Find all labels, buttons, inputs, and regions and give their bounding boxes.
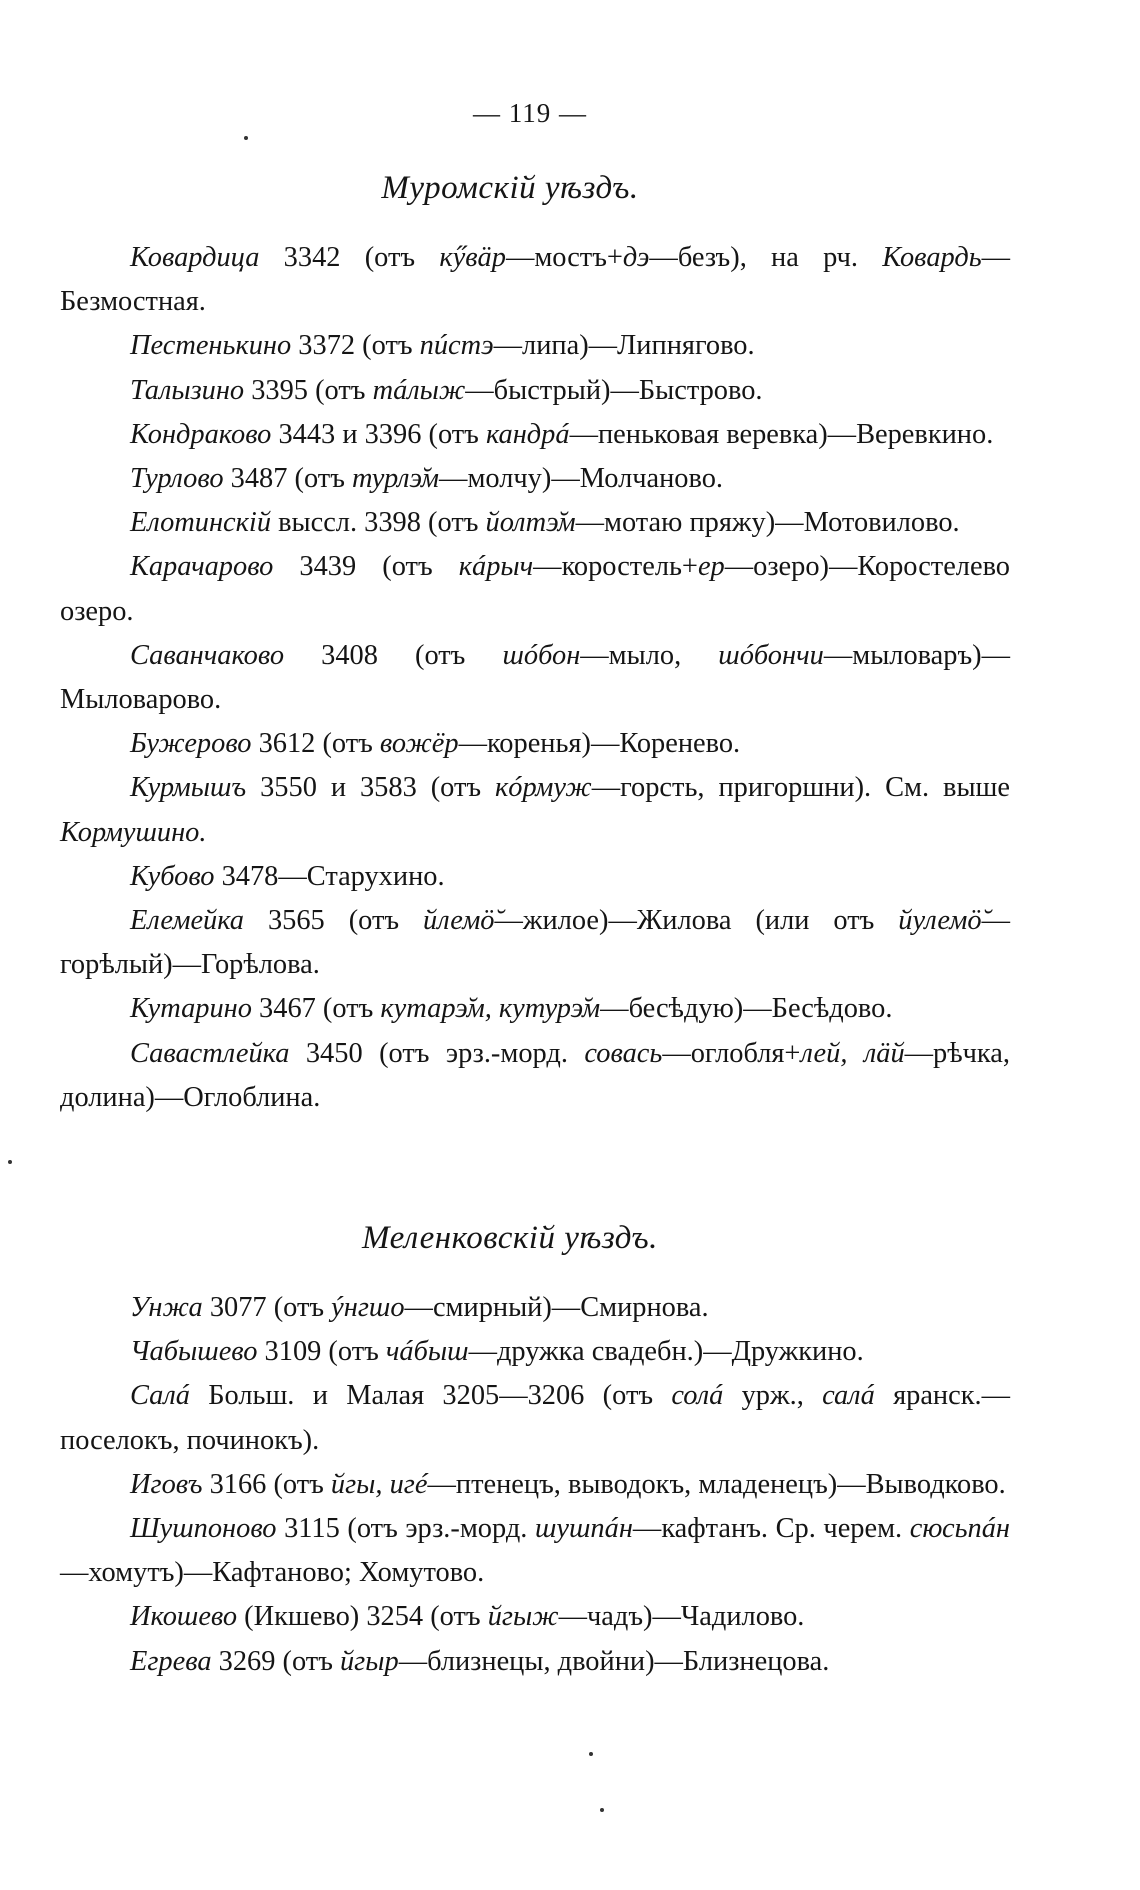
- entry: [60, 324, 1010, 368]
- entry-text: —кафтанъ. Ср. черем.: [632, 1513, 910, 1545]
- entry-italic-term: Бужерово: [130, 728, 252, 760]
- entry-italic-term: чáбыш: [385, 1336, 469, 1368]
- entry-text: —дружка свадебн.)—Дружкино.: [468, 1336, 864, 1368]
- entry-italic-term: Чабышево: [130, 1336, 258, 1368]
- entry-italic-term: шóбончи: [718, 639, 824, 671]
- entry-italic-term: сюсьпáн: [909, 1513, 1011, 1545]
- entry-italic-term: шушпáн: [534, 1513, 633, 1545]
- entry-italic-term: Кубово: [130, 860, 215, 892]
- entry-italic-term: Иговъ: [130, 1468, 203, 1500]
- entry-italic-term: йлемӧ̆: [423, 905, 495, 937]
- entry: [60, 899, 1010, 987]
- entry-italic-term: вожёр: [379, 728, 459, 760]
- entry-italic-term: кӳвäр: [439, 242, 506, 273]
- entry: [60, 1507, 1010, 1595]
- entry-italic-term: совась: [584, 1037, 663, 1069]
- entry-text: —мостъ+: [505, 242, 623, 273]
- entry: [60, 1286, 1010, 1330]
- entry-text: —мотаю пряжу)—Мотовилово.: [575, 507, 960, 539]
- entry: [60, 1032, 1010, 1120]
- entry-italic-term: Ковардь: [882, 242, 982, 273]
- entry-italic-term: турлэ̆м: [351, 463, 440, 495]
- entry: [60, 722, 1010, 766]
- entry: [60, 1640, 1010, 1684]
- entry-text: —хомутъ)—Кафтаново; Хомутово.: [60, 1557, 485, 1589]
- entry-text: 3443 и 3396 (отъ: [271, 418, 486, 450]
- entry-italic-term: Кондраково: [130, 418, 272, 450]
- entry-text: 3269 (отъ: [211, 1645, 340, 1677]
- entry-italic-term: Курмышъ: [130, 772, 247, 804]
- entry-italic-term: кáрыч: [458, 551, 534, 583]
- entry: [60, 457, 1010, 501]
- entry-italic-term: кóрмуж: [495, 772, 592, 804]
- entry-italic-term: Шушпоново: [130, 1513, 277, 1545]
- entry: [60, 987, 1010, 1031]
- entry-text: —коренья)—Коренево.: [458, 728, 741, 760]
- entry-text: 3487 (отъ: [223, 463, 352, 495]
- entry-italic-term: Кутарино: [130, 993, 252, 1025]
- entry-text: —птенецъ, выводокъ, младенецъ)—Выводково.: [427, 1468, 1006, 1500]
- entry-italic-term: йолтэ̆м: [485, 507, 576, 539]
- entry-italic-term: йгыр: [339, 1645, 399, 1677]
- entry-italic-term: Саванчаково: [130, 639, 285, 671]
- entry-text: —коростель+: [533, 551, 698, 583]
- entry-italic-term: Икошево: [130, 1601, 238, 1633]
- entry-text: 3550 и 3583 (отъ: [246, 772, 496, 804]
- entry: [60, 634, 1010, 722]
- print-speck: [8, 1160, 12, 1164]
- entry-text: 3612 (отъ: [251, 728, 380, 760]
- entry-text: —оглобля+: [662, 1037, 801, 1069]
- print-speck: [600, 1808, 604, 1812]
- section-entries-melenki: [60, 1286, 1010, 1684]
- entry-text: —близнецы, двойни)—Близнецова.: [398, 1645, 830, 1677]
- entry-text: 3109 (отъ: [257, 1336, 386, 1368]
- entry-italic-term: Талызино: [130, 374, 245, 406]
- entry-text: 3467 (отъ: [251, 993, 381, 1025]
- print-speck: [589, 1752, 593, 1756]
- entry-text: 3408 (отъ: [284, 639, 503, 671]
- entry-text: —озеро)—Коростелево озеро.: [60, 551, 1010, 627]
- entry-italic-term: Елотинскій: [130, 507, 272, 539]
- entry: [60, 236, 1010, 324]
- entry-italic-term: пúстэ: [419, 330, 494, 362]
- entry-text: —горсть, пригоршни). См. выше: [591, 772, 1010, 804]
- entry-text: —чадъ)—Чадилово.: [558, 1601, 805, 1633]
- entry-italic-term: Карачарово: [130, 551, 274, 583]
- entry-italic-term: Ковардица: [130, 242, 260, 273]
- entry-text: 3450 (отъ эрз.-морд.: [289, 1037, 585, 1069]
- print-speck: [244, 136, 248, 140]
- entry-italic-term: Елемейка: [130, 905, 245, 937]
- entry: [60, 413, 1010, 457]
- entry: [60, 766, 1010, 854]
- entry-text: —пеньковая веревка)—Веревкино.: [569, 418, 994, 450]
- section-title-murom: Муромскій уѣздъ.: [381, 170, 639, 206]
- entry-text: —горѣлый)—Горѣлова.: [60, 905, 1010, 981]
- entry-text: 3115 (отъ эрз.-морд.: [276, 1513, 535, 1545]
- entry: [60, 855, 1010, 899]
- entry-text: —жилое)—Жилова (или отъ: [494, 905, 899, 937]
- entry-text: Больш. и Малая 3205—3206 (отъ: [189, 1380, 672, 1412]
- entry-text: 3077 (отъ: [202, 1292, 332, 1323]
- entry-italic-term: дэ: [622, 242, 650, 273]
- entry-text: 3478—Старухино.: [214, 860, 445, 892]
- entry-italic-term: йгы, игé: [330, 1468, 428, 1500]
- entry-text: —рѣчка, долина)—Оглоблина.: [60, 1037, 1010, 1113]
- entry-italic-term: Кормушино.: [60, 816, 207, 848]
- entry-text: 3439 (отъ: [273, 551, 459, 583]
- section-entries-murom: [60, 236, 1010, 1120]
- entry-italic-term: Савастлейка: [130, 1037, 290, 1069]
- entry: [60, 1330, 1010, 1374]
- entry-text: выссл. 3398 (отъ: [271, 507, 486, 539]
- entry-text: яранск.—поселокъ, починокъ).: [60, 1380, 1010, 1456]
- entry-text: —мыловаръ)—Мыловарово.: [60, 639, 1010, 716]
- entry-italic-term: ýнгшо: [331, 1292, 405, 1323]
- entry: [60, 545, 1010, 633]
- entry-italic-term: лей, лäй: [800, 1037, 905, 1069]
- entry-text: (Икшево) 3254 (отъ: [237, 1601, 488, 1633]
- entry-text: 3372 (отъ: [291, 330, 420, 362]
- entry: [60, 1374, 1010, 1462]
- entry-italic-term: йгыж: [487, 1601, 559, 1633]
- entry-text: —смирный)—Смирнова.: [404, 1292, 709, 1323]
- entry-text: 3395 (отъ: [244, 374, 373, 406]
- entry-text: —быстрый)—Быстрово.: [465, 374, 763, 406]
- entry: [60, 1595, 1010, 1639]
- entry-italic-term: Салá: [130, 1380, 190, 1412]
- entry-text: 3342 (отъ: [259, 242, 440, 273]
- entry-text: —безъ), на рч.: [649, 242, 883, 273]
- entry-italic-term: шóбон: [502, 639, 581, 671]
- entry-text: 3166 (отъ: [202, 1468, 331, 1500]
- entry-text: —Безмостная.: [60, 242, 1011, 318]
- page-number: — 119 —: [473, 98, 587, 128]
- entry-italic-term: салá: [822, 1380, 875, 1412]
- entry-italic-term: Турлово: [130, 463, 224, 495]
- entry: [60, 501, 1010, 545]
- entry-italic-term: ер: [697, 551, 725, 583]
- entry-text: —мыло,: [580, 639, 719, 671]
- entry-italic-term: солá: [671, 1380, 724, 1412]
- entry: [60, 1463, 1010, 1507]
- entry-italic-term: кандрá: [485, 418, 570, 450]
- section-title-melenki: Меленковскій уѣздъ.: [362, 1220, 658, 1256]
- entry-text: 3565 (отъ: [244, 905, 424, 937]
- entry-text: —молчу)—Молчаново.: [439, 463, 724, 495]
- entry-italic-term: кутарэ̆м, кутурэ̆м: [380, 993, 601, 1025]
- entry-italic-term: тáлыж: [372, 374, 466, 406]
- entry-italic-term: йулемӧ̆: [898, 905, 982, 937]
- entry-italic-term: Егрева: [130, 1645, 212, 1677]
- entry-text: —бесѣдую)—Бесѣдово.: [600, 993, 893, 1025]
- entry-text: —липа)—Липнягово.: [493, 330, 755, 362]
- entry: [60, 369, 1010, 413]
- entry-italic-term: Унжа: [130, 1292, 203, 1323]
- entry-text: урж.,: [723, 1380, 823, 1412]
- entry-italic-term: Пестенькино: [130, 330, 292, 362]
